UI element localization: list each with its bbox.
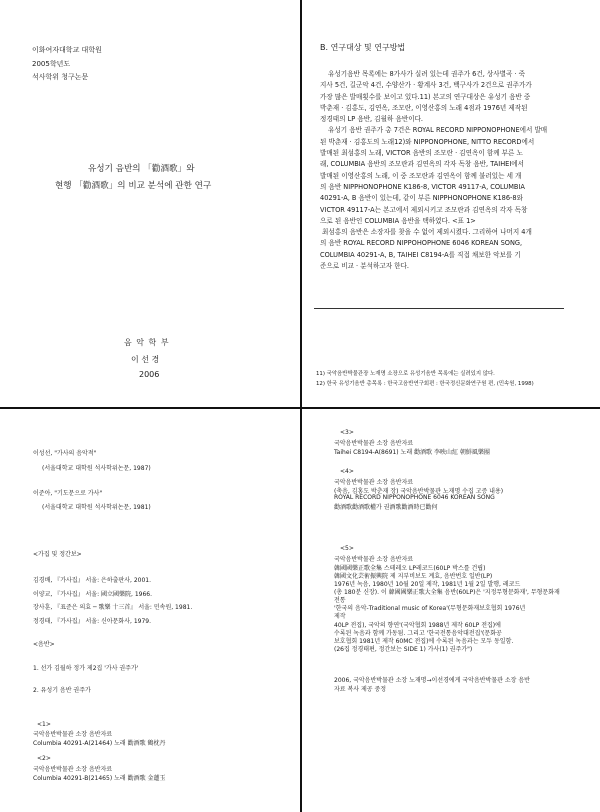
archive-line: 수록된 녹음과 함께 가동됨. 그리고 '한국전통음악대전집'(문화공 [334, 630, 502, 637]
archive-line: ROYAL RECORD NIPPONOPHONE 6046 KOREAN SONG [334, 494, 495, 501]
record-item: 1. 선가 김월하 정가 제2집 '가사 권주가' [33, 665, 139, 672]
body-line: 으로 된 음반인 COLUMBIA 음반을 택하였다. <표 1> [320, 216, 476, 225]
body-line: 박춘재 · 김홍도, 김연옥, 조모란, 이영산홍의 노래 4점과 1976년 제작된 [320, 103, 528, 112]
archive-number: <5> [340, 545, 354, 552]
cover-year-footer: 2006 [139, 370, 160, 379]
reference-detail: (서울대학교 대학원 석사학위논문, 1987) [42, 465, 151, 472]
archive-line: 전통 [334, 597, 346, 604]
archive-number: <3> [340, 429, 354, 436]
body-line: 발매된 최섬홍의 노래, VICTOR 음반의 조모란 · 김연옥이 함께 부른 노 [320, 149, 523, 158]
archive-line: '한국의 음악-Traditional music of Korea'(무형문화재보호협회 1976년 [334, 605, 526, 612]
entry-line: 국악음반박물관 소장 음반자료 [33, 731, 113, 738]
archive-page [302, 409, 600, 812]
references-page [0, 409, 300, 812]
songbook-entry: 이양교, 『가사집』 서울: 國立國樂院, 1966. [33, 591, 153, 598]
body-line: VICTOR 49117-A는 본고에서 제외시키고 조모란과 김연옥의 각자 독창 [320, 205, 528, 214]
footnote-rule [314, 308, 564, 309]
archive-line: 40LP 전집), 국악의 향연'(국악협회 1988년 제작 60LP 전집)에 [334, 622, 501, 629]
section-body [320, 69, 547, 272]
reference-author: 이성선, "가사의 음악적" [33, 450, 97, 457]
songbook-entry: 정경태, 『가사집』 서울: 신아문화사, 1979. [33, 618, 151, 625]
record-item: 2. 유성기 음반 권주가 [33, 687, 91, 694]
body-line: 래, COLUMBIA 음반의 조모란과 김연옥의 각자 독창 음반, TAIHEI에서 [320, 160, 525, 169]
cover-university: 이화여자대학교 대학원 [32, 46, 102, 54]
footnote-12: 12) 한국 유성기음반 총목록 : 한국고음반연구회편 : 한국정신문화연구원 편, (민속원, 1998) [316, 381, 534, 387]
songbook-entry: 장사훈, 『표준은 의효 ─ 歌樂 十三首』 서울: 민속원, 1981. [33, 604, 193, 611]
archive-line: 韓國國樂正歌全集 스테레오 LP레코드(60LP 박스를 건립) [334, 565, 486, 572]
archive-number: <4> [340, 468, 354, 475]
body-line: 정경태의 LP 음반, 김월하 음반이다. [320, 115, 424, 124]
entry-line: Columbia 40291-B(21465) 노래 勸酒歌 金蓮玉 [33, 775, 166, 782]
archive-line: 국악음반박물관 소장 음반자료 [334, 556, 414, 563]
reference-author: 이준아, "기도문으로 가사" [33, 490, 103, 497]
body-line: 의 음반 ROYAL RECORD NIPPOHOPHONE 6046 KOREAN SONG, [320, 239, 523, 248]
archive-line: (26집 정경태편, 정간보는 SIDE 1) 가사(1) 권주가") [334, 646, 473, 653]
archive-closing-line: 자료 복사 제공 중정 [334, 686, 387, 693]
body-line: 40291-A, B 음반이 있는데, 같이 부른 NIPPHONOPHONE K186-8와 [320, 194, 523, 203]
body-line: 의 음반 NIPPHONOPHONE K186-8, VICTOR 49117-A, COLUMBIA [320, 182, 525, 191]
archive-closing-line: 2006, 국악음반박물관 소장 노재명→이선경에게 국악음반박물관 소장 음반 [334, 677, 530, 684]
body-line: 준으로 비교 · 분석하고자 한다. [320, 262, 410, 271]
body-line: 발매된 이영산홍의 노래, 이 중 조모란과 김연옥이 함께 불러있는 세 개 [320, 171, 522, 180]
cover-page [0, 0, 300, 407]
record-heading: <음반> [33, 641, 55, 648]
archive-line: 보호협회 1981년 제작 60MC 전집)에 수록된 녹음과는 모두 동일함. [334, 638, 514, 645]
archive-line: Taihei C8194-A(8691) 노래 勸酒歌 李映山紅 朝鮮風樂團 [334, 449, 490, 456]
body-line: 된 박춘재 · 김홍도의 노래12)와 NIPPONOPHONE, NITTO RECORD에서 [320, 137, 535, 146]
archive-line: 제작 [334, 613, 346, 620]
body-line: 유성기 음반 권주가 총 7건은 ROYAL RECORD NIPPONOPHONE에서 발매 [328, 126, 548, 135]
archive-line: 韓國文化芸術振興院 제 지부비보도 계효, 음반번호 일반(LP) [334, 573, 493, 580]
body-line: 유성기음반 목록에는 8가사가 실려 있는데 권주가 6건, 상사별곡 · 죽 [328, 70, 526, 78]
entry-line: Columbia 40291-A(21464) 노래 勸酒歌 鶴枕丹 [33, 740, 166, 747]
reference-detail: (서울대학교 대학원 석사학위논문, 1981) [42, 504, 151, 511]
songbook-entry: 김경배, 『가사집』 서울: 은하출판사, 2001. [33, 577, 151, 584]
body-line: 가장 많은 발매횟수를 보이고 있다.11) 본고의 연구대상은 유성기 음반 중 [320, 92, 531, 101]
body-line: COLUMBIA 40291-A, B, TAIHEI C8194-A를 직접 채보한 악보를 기 [320, 250, 521, 259]
body-line: 최섬홍의 음반은 소장자를 찾을 수 없어 제외시켰다. 그리하여 나머지 4개 [322, 228, 532, 237]
body-line: 지사 5건, 길군악 4건, 수양산가 · 황계사 3건, 백구사가 2건으로 권주가가 [320, 81, 532, 90]
cover-year: 2005학년도 [32, 60, 71, 68]
archive-line: (총 180분 신장). 이 韓國國樂正歌大全集 음반(60LP)은 '지정무형문화재', 무형문화재 [334, 589, 560, 596]
archive-line: (축음, 김홍도 박춘재 장) 국악음반박물관 노재명 수집 고증 내용) [334, 488, 504, 495]
archive-line: 勸酒歌勸酒歌權가 권酒歌勸酒時已勸何 [334, 504, 438, 511]
entry-number: <1> [37, 721, 51, 728]
research-section-page [302, 0, 600, 407]
cover-author: 이 선 경 [131, 355, 160, 364]
section-heading: B. 연구대상 및 연구방법 [320, 43, 406, 52]
cover-department: 음 악 학 부 [124, 338, 170, 347]
entry-line: 국악음반박물관 소장 음반자료 [33, 766, 113, 773]
cover-title-line1: 유성기 음반의 「勸酒歌」와 [88, 164, 195, 174]
footnote-11: 11) 국악음반박물관장 노재명 소장으로 유성기음반 목록에는 실려있지 않다. [316, 371, 495, 377]
archive-line: 국악음반박물관 소장 음반자료 [334, 440, 414, 447]
entry-number: <2> [37, 755, 51, 762]
archive-line: 1976년 녹음, 1980년 10월 20일 제작, 1981년 1월 2일 발행, 레코드 [334, 581, 521, 588]
songbook-heading: <가집 및 정간보> [33, 551, 82, 558]
archive-line: 국악음반박물관 소장 음반자료 [334, 479, 414, 486]
cover-title-line2: 현행 「勸酒歌」의 비교 분석에 관한 연구 [55, 181, 212, 191]
cover-degree: 석사학위 청구논문 [32, 73, 89, 81]
